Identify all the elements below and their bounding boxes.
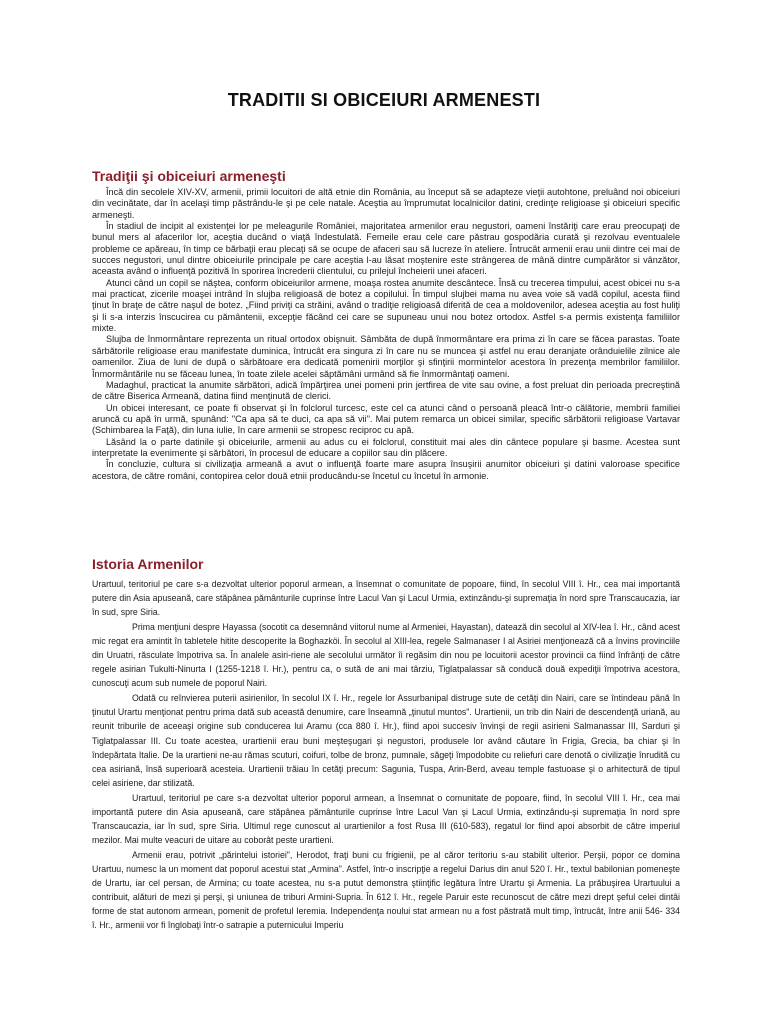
- paragraph: Atunci când un copil se năştea, conform obiceiurilor armene, moaşa rostea anumite descântece. Însă cu trecerea timpului, acest obicei nu s-a mai practicat, zicerile moaşei intrând în slujba religioasă de botez a copilului. În timpul slujbei mama nu avea voie să vadă copilul, acesta fiind ţinut în braţe de către naşul de botez. „Fiind priviţi ca străini, având o tradiţie religioasă diferită de cea a moldovenilor, adesea aceştia au fost huliţi şi li s-a interzis înscucirea cu pământenii, excepţie făcând cei care se supuneau unui nou botez ortodox. Astfel s-a permis existenţa familiilor mixte.: [92, 277, 680, 334]
- section-heading-traditii: Tradiţii şi obiceiuri armeneşti: [92, 168, 286, 184]
- paragraph: Slujba de înmormântare reprezenta un ritual ortodox obişnuit. Sâmbăta de după înmormântare era prima zi în care se făcea parastas. Toate sărbătorile religioase erau manifestate duminica, întrucât era singura zi în care nu se muncea şi astfel nu erau deranjate orânduielile zilnice ale oamenilor. Ziua de luni de după o sărbătoare era dedicată pomenirii morţilor şi sfinţirii mormintelor acestora în prezenţa membrilor familiilor. Înmormântările nu se făceau lunea, în toate zilele acelei săptămâni urmând să fie înmormântaţi oameni.: [92, 334, 680, 379]
- section-heading-istoria: Istoria Armenilor: [92, 556, 204, 572]
- section-traditii: [92, 168, 680, 482]
- paragraph: Urartuul, teritoriul pe care s-a dezvoltat ulterior poporul armean, a însemnat o comunitate de popoare, fiind, în secolul VIII î. Hr., cea mai importantă putere din Asia apuseană, care stăpânea pământurile cuprinse între Lacul Van şi Lacul Urmia, extinzându-şi supremaţia în nord spre Transcaucazia, iar în sud, spre Siria.: [92, 579, 680, 618]
- section-istoria: [92, 556, 680, 932]
- paragraph: Lăsând la o parte datinile şi obiceiurile, armenii au adus cu ei folclorul, constituit mai ales din cântece populare şi basme. Acestea sunt interpretate la evenimente şi sărbători, în procesul de educare a copiilor sau din plăcere.: [92, 436, 680, 458]
- paragraph: Prima menţiuni despre Hayassa (socotit ca desemnând viitorul nume al Armeniei, Hayastan), datează din secolul al XIV-lea î. Hr., când acest mic regat era amintit în tabletele hitite descoperite la Boghazköi. În secolul al XIII-lea, regele Salmanaser I al Asiriei menţionează că a învins provinciile din Uruatri, răsculate împotriva sa. În analele asiri-riene ale secolului următor îi regăsim din nou pe locuitorii acestor provincii ca fiind înfrânţi de către regele asirian Tukulti-Ninurta I (1255-1218 î. Hr.), pentru ca, o sută de ani mai târziu, Tiglatpalassar să conducă două expediţii împotriva acestora, cunoscuţi acum sub numele de poporul Nairi.: [92, 622, 680, 689]
- paragraph: În stadiul de incipit al existenţei lor pe meleagurile României, majoritatea armenilor erau negustori, oameni înstăriţi care erau preocupaţi de bunul mers al afacerilor lor, aceştia ducând o viaţă îndestulată. Femeile erau cele care păstrau gospodăria curată şi rezolvau eventualele probleme ce apăreau, în timp ce bărbaţii erau plecaţi să se ocupe de afaceri sau să lucreze în ateliere. Întrucât armenii erau unii dintre cei mai de succes negustori, unul dintre obiceiurile principale pe care aceştia l-au lăsat moştenire este strângerea de mână dintre cumpărător si vânzător, aceasta având o influenţă pozitivă în sporirea încrederii clientului, cu prilejul încheierii unei afaceri.: [92, 221, 680, 277]
- paragraph: În concluzie, cultura si civilizaţia armeană a avut o influenţă foarte mare asupra însuşirii anumitor obiceiuri şi datini valoroase specifice acestora, de către români, contopirea celor două etnii producându-se încetul cu încetul în armonie.: [92, 459, 680, 481]
- paragraph: Urartuul, teritoriul pe care s-a dezvoltat ulterior poporul armean, a însemnat o comunitate de popoare, fiind, în secolul VIII î. Hr., cea mai importantă putere din Asia apuseană, care stăpânea pământurile cuprinse între Lacul Van şi Lacul Urmia, extinzându-şi supremaţia în nord spre Transcaucazia, iar în sud, spre Siria. Ultimul rege cunoscut al urartienilor a fost Rusa III (610-583), regatul lor fiind apoi absorbit de către imperiul mezilor. Mai multe veacuri de uitare au coborât peste urartieni.: [92, 792, 680, 845]
- paragraph: Madaghul, practicat la anumite sărbători, adică împărţirea unei pomeni prin jertfirea de vite sau ovine, a fost preluat din perioada precreştină de către Biserica Armeană, datina fiind menţinută de clerici.: [92, 379, 680, 402]
- document-title: TRADITII SI OBICEIURI ARMENESTI: [227, 90, 541, 110]
- paragraph: Odată cu reînvierea puterii asirienilor, în secolul IX î. Hr., regele lor Assurbanipal distruge sute de cetăţi din Nairi, care se întindeau până în ţinutul Urartu menţionat pentru prima dată sub această denumire, care înseamnă „ţinutul muntos". Urartienii, un trib din Nairi de descendenţă uriană, au reunit triburile de aceeaşi origine sub conducerea lui Aramu (cca 880 î. Hr.), fiind apoi succesiv învinşi de regii asirieni Salmanassar III, Sarduri şi Tiglatpalassar III. Cu toate acestea, urartienii erau buni meşteşugari şi negustori, produsele lor având căutare în Frigia, Grecia, ba chiar şi în îndepărtata Italie. De la urartieni ne-au rămas scuturi, coifuri, tolbe de bronz, pumnale, săgeţi împodobite cu reliefuri care denotă o civilizaţie înrudită cu cea asiriană, însă superioară acesteia. Urartienii trăiau în cetăţi precum: Sagunia, Tuspa, Arin-Berd, aveau temple fastuoase şi o arhitectură de tipul celei asiriene, dar stilizată.: [92, 693, 680, 788]
- paragraph: Un obicei interesant, ce poate fi observat şi în folclorul turcesc, este cel ca atunci când o persoană pleacă într-o călătorie, membrii familiei aruncă cu apă în urmă, spunând: "Ca apa să te duci, ca apa să vii". Mai putem remarca un obicei similar, specific sărbătorii religioase Vartavar (Schimbarea la Faţă), din luna iulie, în care armenii se stropesc reciproc cu apă.: [92, 402, 680, 436]
- paragraph: Armenii erau, potrivit „părintelui istoriei", Herodot, fraţi buni cu frigienii, pe al căror teritoriu s-au stabilit ulterior. Perşii, popor ce domina Urartuu, numesc la un moment dat poporul acestui stat „Armina". Astfel, într-o inscripţie a regelui Darius din anul 520 î. Hr., textul babilonian pomeneşte de Urartu, iar cel persan, de Armina; cu toate acestea, nu s-a putut demonstra ştiinţific legătura între Urartu şi Armenia. La prăbuşirea Urartuului a contribuit, alături de mezi şi perşi, şi uniunea de triburi Armini-Supria. În 612 î. Hr., regele Paruir este recunoscut de către mezi drept şeful celei dintâi forme de stat autonom armean, pomenit de profetul Ieremia. Independenţa noului stat armean nu a fost păstrată mult timp, întrucât, între anii 546- 334 î. Hr., armenii vor fi înglobaţi într-o satrapie a puternicului Imperiu: [92, 849, 680, 931]
- paragraph: Încă din secolele XIV-XV, armenii, primii locuitori de altă etnie din România, au început să se adapteze vieţii autohtone, preluând noi obiceiuri din vecinătate, dar în acelaşi timp păstrându-le şi pe cele natale. Aceştia au împrumutat localnicilor datini, credinţe religioase şi obiceiuri specific armeneşti.: [92, 187, 680, 220]
